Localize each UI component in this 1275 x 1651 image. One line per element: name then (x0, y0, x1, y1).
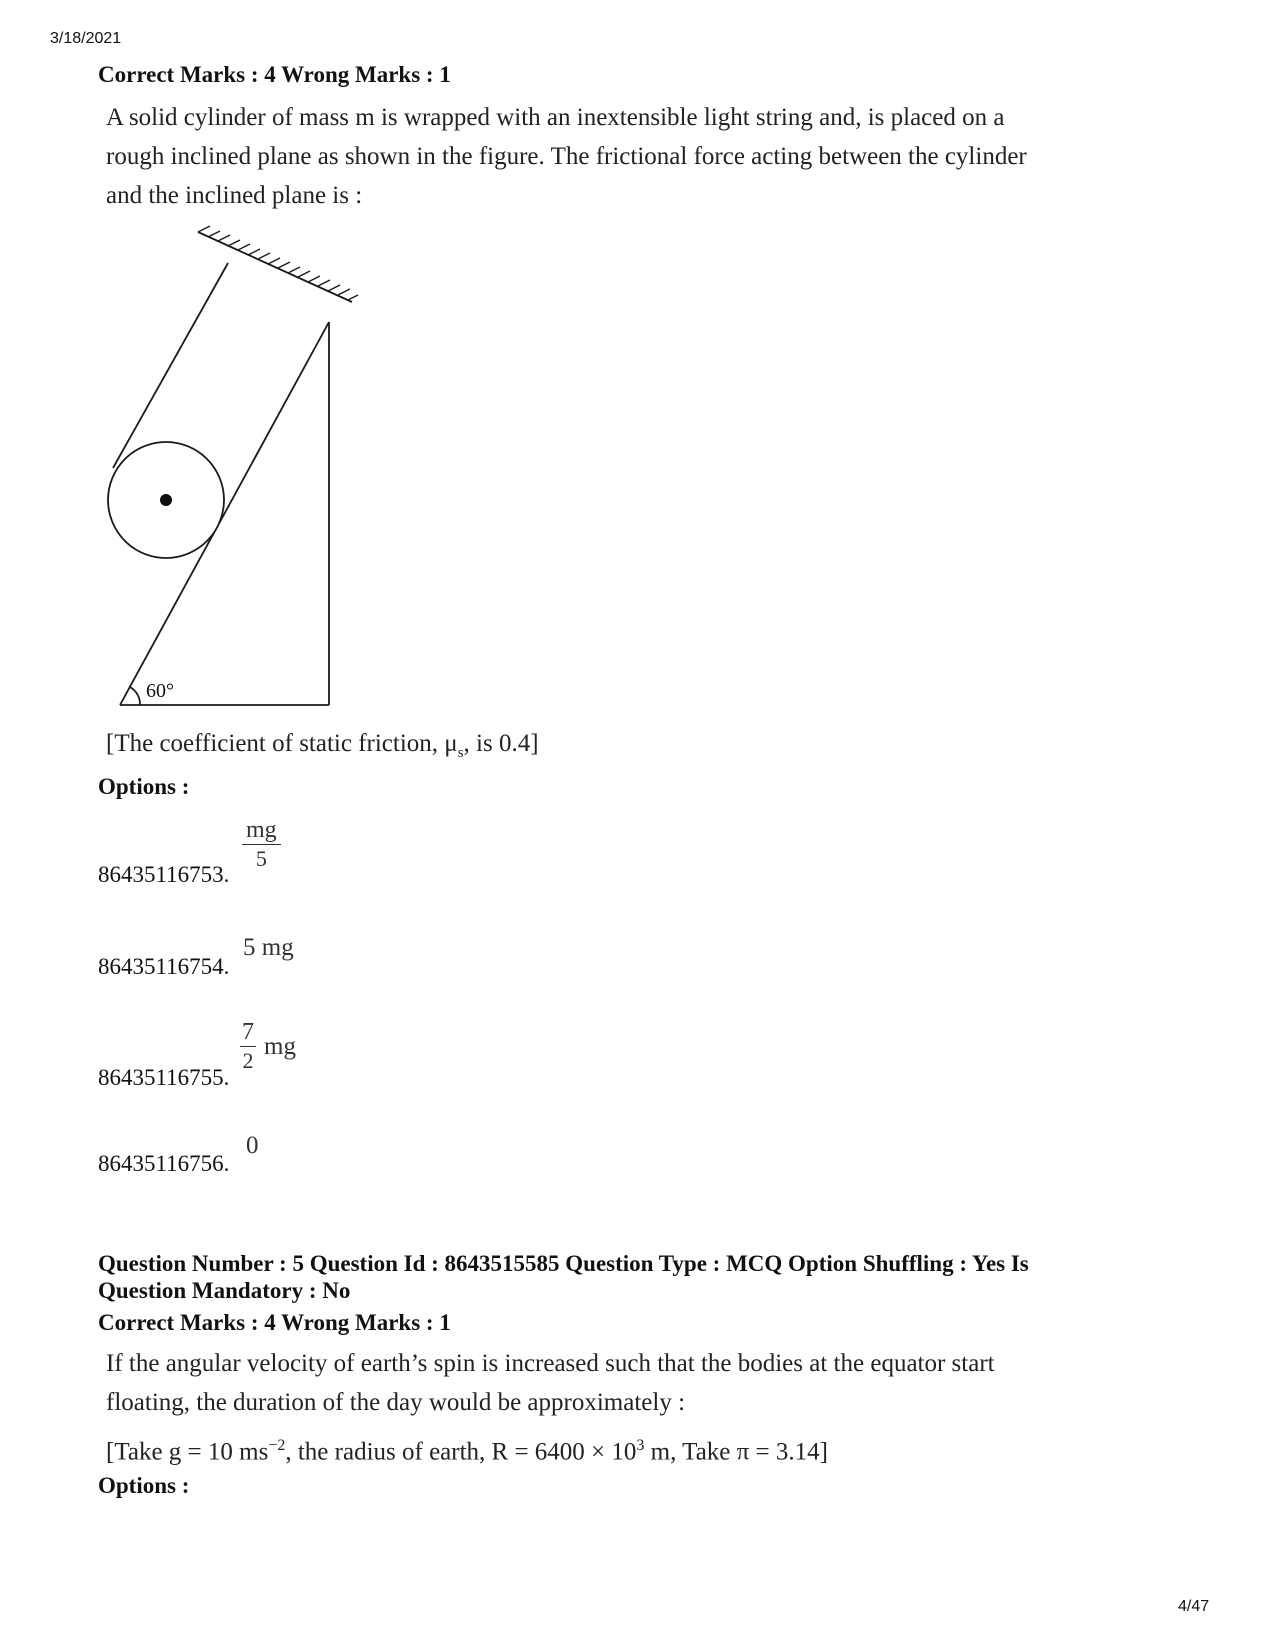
q5-question-text (106, 1344, 1166, 1422)
ceiling-hatching (198, 226, 358, 300)
angle-arc (130, 687, 140, 705)
q4-text-line-1: A solid cylinder of mass m is wrapped with an inextensible light string and, is placed on a (106, 104, 1005, 131)
given-exponent-1: −2 (268, 1437, 286, 1454)
q4-text-line-3: and the inclined plane is : (106, 182, 363, 209)
q5-options-label: Options : (98, 1473, 190, 1498)
option-1-denominator: 5 (255, 846, 267, 871)
q5-text-line-1: If the angular velocity of earth’s spin is increased such that the bodies at the equator start (106, 1350, 995, 1377)
note-subscript: s (457, 745, 464, 761)
q5-marks: Correct Marks : 4 Wrong Marks : 1 (98, 1310, 451, 1335)
option-value-2: 5 mg (243, 934, 294, 961)
friction-coefficient-note (106, 724, 539, 773)
page-number: 4/47 (1178, 1598, 1210, 1615)
q5-info-line-2: Question Mandatory : No (98, 1278, 351, 1303)
given-part-3: m, Take π = 3.14] (644, 1438, 828, 1466)
q4-text-line-2: rough inclined plane as shown in the figure. The frictional force acting between the cylinder (106, 143, 1027, 170)
given-exponent-2: 3 (636, 1437, 645, 1454)
note-prefix: [The coefficient of static friction, μ (106, 730, 458, 757)
angle-label: 60° (146, 680, 174, 702)
note-suffix: , is 0.4] (463, 730, 539, 757)
option-id-2: 86435116754. (98, 954, 230, 979)
q5-given-values (106, 1426, 828, 1471)
option-id-3: 86435116755. (98, 1065, 230, 1090)
ceiling-line (198, 232, 352, 302)
given-part-2: , the radius of earth, R = 6400 × 10 (285, 1438, 637, 1466)
cylinder-center-dot (160, 494, 172, 506)
q5-text-line-2: floating, the duration of the day would be approximately : (106, 1389, 686, 1416)
option-3-numerator: 7 (242, 1019, 254, 1045)
option-3-denominator: 2 (242, 1048, 254, 1073)
q5-info-line-1: Question Number : 5 Question Id : 8643515585 Question Type : MCQ Option Shuffling : Yes Is (98, 1251, 1029, 1276)
option-id-4: 86435116756. (98, 1151, 230, 1176)
option-id-1: 86435116753. (98, 862, 230, 887)
option-value-1 (242, 816, 281, 873)
string-line (113, 263, 228, 468)
inclined-plane-figure (0, 0, 420, 720)
option-3-suffix: mg (264, 1032, 296, 1060)
option-value-3 (240, 1018, 296, 1075)
q4-marks: Correct Marks : 4 Wrong Marks : 1 (98, 62, 451, 87)
option-1-numerator: mg (242, 816, 281, 845)
option-3-fraction (240, 1018, 256, 1075)
q4-options-label: Options : (98, 774, 190, 799)
print-date: 3/18/2021 (50, 30, 122, 47)
given-part-1: [Take g = 10 ms (106, 1438, 269, 1466)
option-value-4: 0 (246, 1132, 259, 1159)
